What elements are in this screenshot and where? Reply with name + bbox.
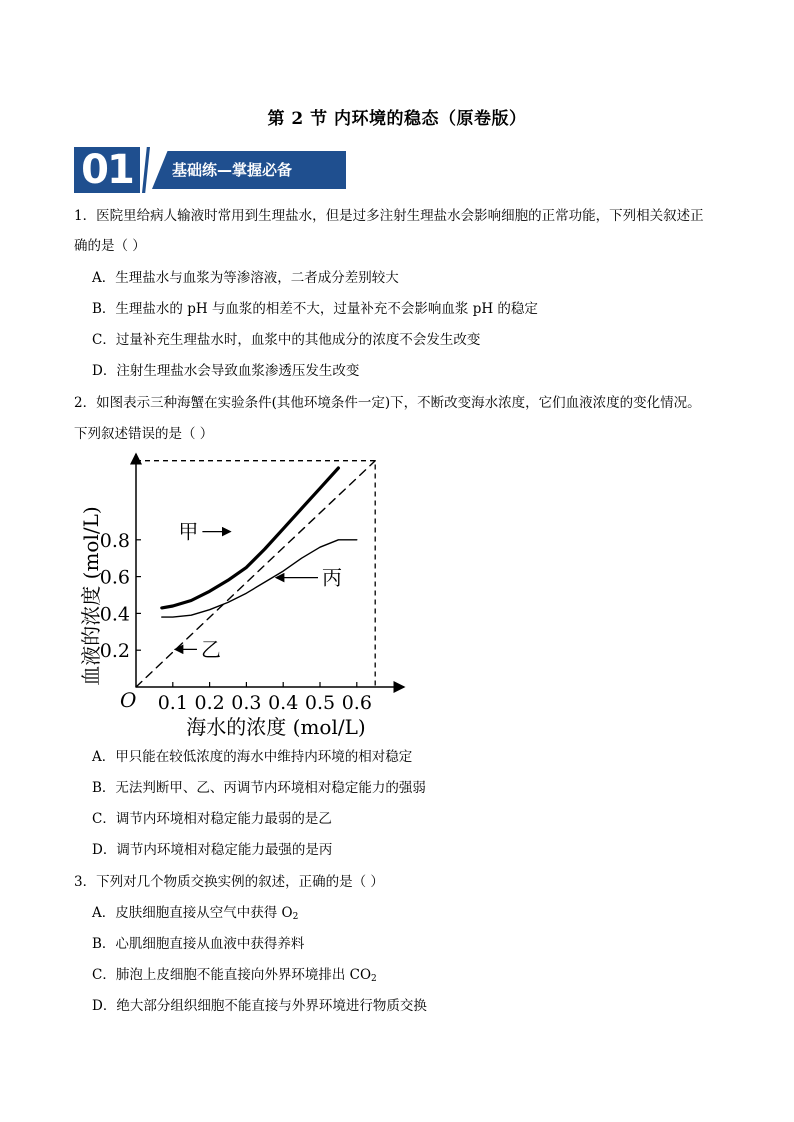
page-title: 第 2 节 内环境的稳态（原卷版） xyxy=(267,109,527,129)
option-subscript: 2 xyxy=(371,974,377,984)
x-tick-label: 0.5 xyxy=(304,692,336,714)
option-text: D．绝大部分组织细胞不能直接与外界环境进行物质交换 xyxy=(92,998,427,1014)
y-tick-label: 0.4 xyxy=(99,603,130,626)
question-2-option-d[interactable]: D．调节内环境相对稳定能力最强的是丙 xyxy=(92,842,333,858)
question-2-option-c[interactable]: C．调节内环境相对稳定能力最弱的是乙 xyxy=(92,811,332,827)
question-3-option-d[interactable] xyxy=(92,996,427,1016)
x-tick-label: 0.1 xyxy=(157,692,188,714)
question-2-option-b[interactable]: B．无法判断甲、乙、丙调节内环境相对稳定能力的强弱 xyxy=(92,780,426,796)
blood-concentration-chart xyxy=(70,448,430,748)
question-1-option-a[interactable]: A．生理盐水与血浆为等渗溶液，二者成分差别较大 xyxy=(92,270,399,286)
question-2-stem-line-1: 2．如图表示三种海蟹在实验条件(其他环境条件一定)下，不断改变海水浓度，它们血液浓度的变化情况。 xyxy=(74,395,701,411)
question-1-option-d[interactable]: D．注射生理盐水会导致血浆渗透压发生改变 xyxy=(92,363,360,379)
x-axis-label: 海水的浓度 (mol/L) xyxy=(186,715,366,739)
option-text: C．肺泡上皮细胞不能直接向外界环境排出 CO xyxy=(92,967,372,983)
option-text: A．皮肤细胞直接从空气中获得 O xyxy=(92,905,293,921)
section-banner xyxy=(74,147,346,193)
question-2-stem-line-2: 下列叙述错误的是（ ） xyxy=(74,426,214,442)
banner-stripe xyxy=(142,147,150,193)
option-subscript: 2 xyxy=(292,912,299,922)
question-1-stem-line-2: 确的是（ ） xyxy=(74,238,146,254)
option-text: B．心肌细胞直接从血液中获得养料 xyxy=(92,936,305,952)
y-tick-label: 0.8 xyxy=(99,529,130,552)
question-3-option-c[interactable] xyxy=(92,965,377,989)
x-tick-label: 0.6 xyxy=(341,692,372,714)
question-2-option-a[interactable]: A．甲只能在较低浓度的海水中维持内环境的相对稳定 xyxy=(92,749,413,765)
origin-label: O xyxy=(120,688,137,712)
question-3-stem: 3．下列对几个物质交换实例的叙述，正确的是（ ） xyxy=(74,874,384,890)
label-yi: 乙 xyxy=(200,637,221,662)
x-tick-label: 0.3 xyxy=(231,692,262,714)
question-3-option-b[interactable] xyxy=(92,934,304,954)
label-bing: 丙 xyxy=(322,565,342,590)
question-1-option-c[interactable]: C．过量补充生理盐水时，血浆中的其他成分的浓度不会发生改变 xyxy=(92,332,481,348)
y-tick-label: 0.6 xyxy=(99,566,130,589)
label-jia: 甲 xyxy=(178,519,199,544)
question-1-option-b[interactable]: B．生理盐水的 pH 与血浆的相差不大，过量补充不会影响血浆 pH 的稳定 xyxy=(92,301,538,317)
question-1-stem-line-1: 1．医院里给病人输液时常用到生理盐水，但是过多注射生理盐水会影响细胞的正常功能，下列相关叙述正 xyxy=(74,208,704,224)
section-label: 基础练—掌握必备 xyxy=(172,161,293,179)
y-axis-label: 血液的浓度 (mol/L) xyxy=(79,506,103,686)
section-number: 01 xyxy=(74,147,140,193)
x-tick-label: 0.2 xyxy=(194,692,225,714)
chart-annotations xyxy=(175,520,342,662)
y-tick-label: 0.2 xyxy=(99,640,130,663)
x-tick-label: 0.4 xyxy=(268,692,299,714)
question-3-option-a[interactable] xyxy=(92,903,298,927)
